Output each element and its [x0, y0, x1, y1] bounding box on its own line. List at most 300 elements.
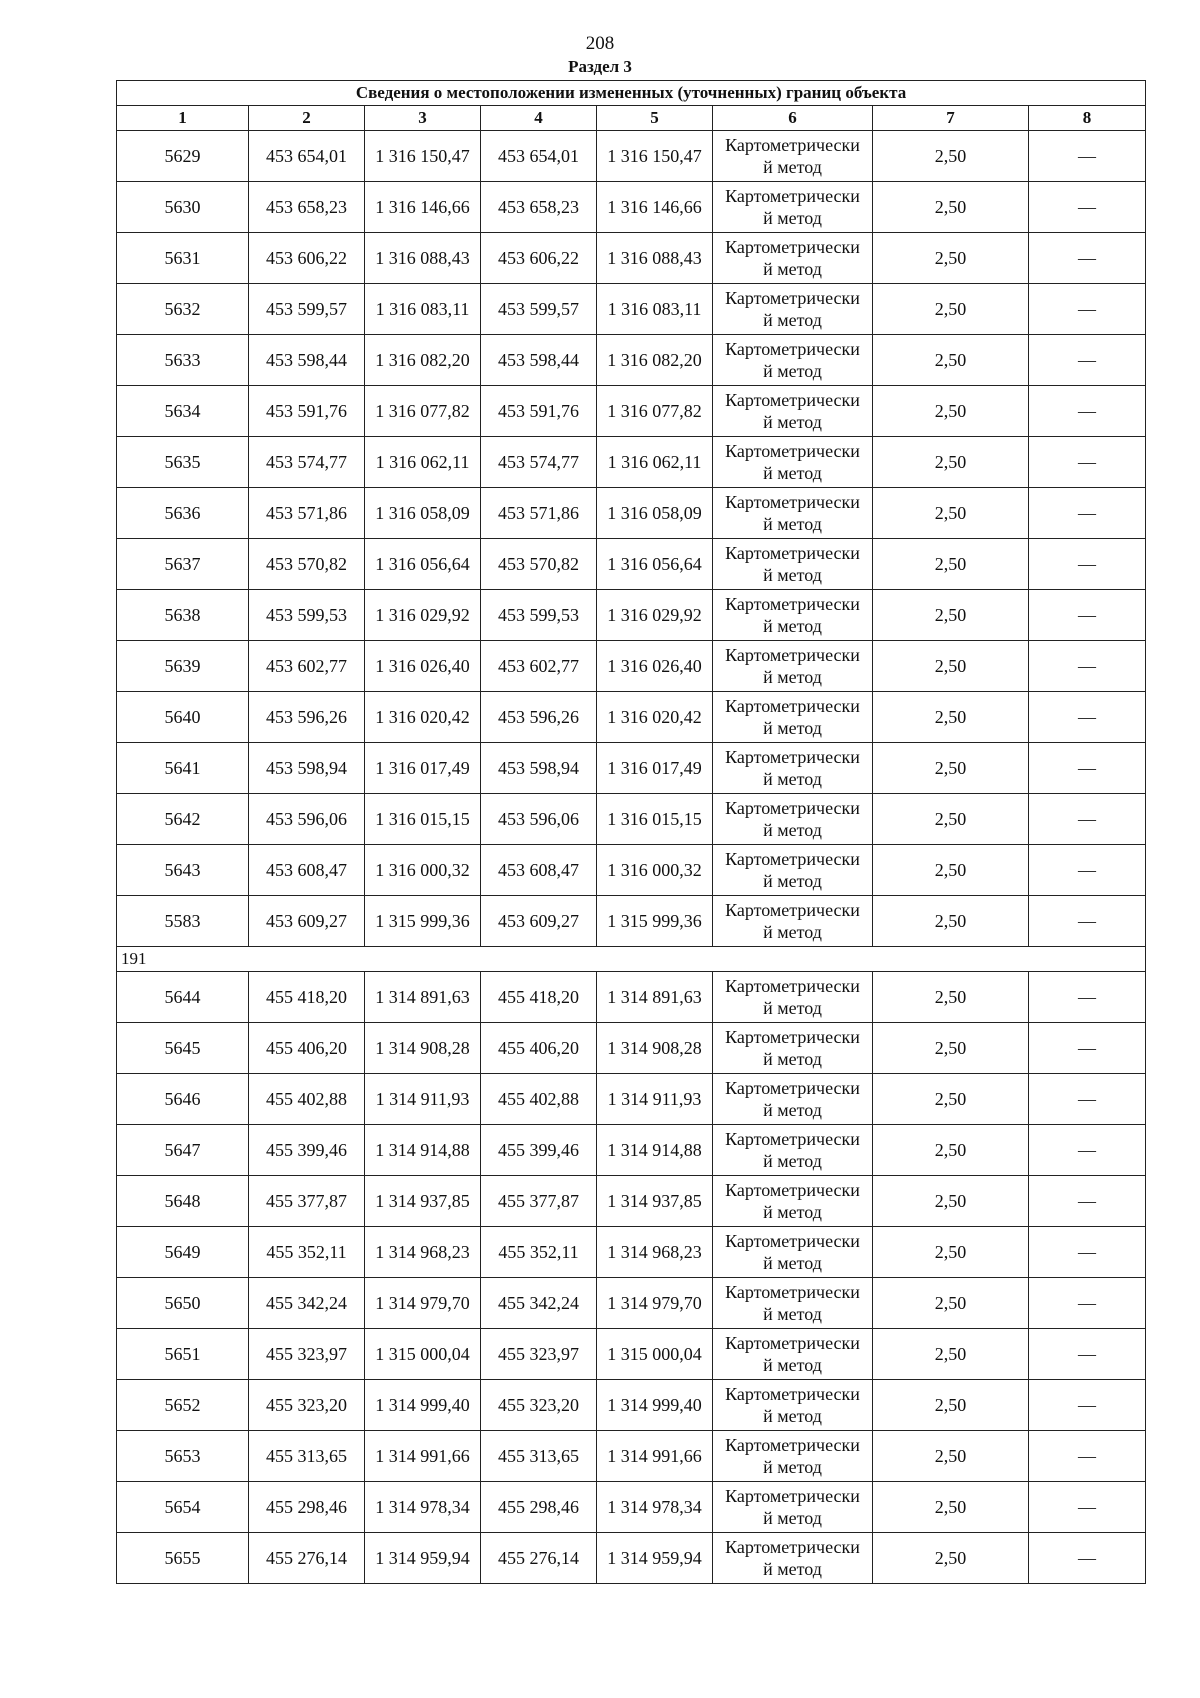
x-refined-cell: 455 342,24	[481, 1278, 597, 1329]
method-line-2: й метод	[763, 514, 822, 534]
method-cell	[713, 590, 873, 641]
y-refined-cell: 1 316 058,09	[597, 488, 713, 539]
point-id-cell: 5651	[117, 1329, 249, 1380]
y-refined-cell: 1 316 020,42	[597, 692, 713, 743]
method-cell	[713, 1023, 873, 1074]
method-line-1: Картометрически	[725, 1027, 860, 1047]
y-refined-cell: 1 316 000,32	[597, 845, 713, 896]
x-refined-cell: 453 602,77	[481, 641, 597, 692]
x-refined-cell: 455 323,20	[481, 1380, 597, 1431]
x-refined-cell: 455 399,46	[481, 1125, 597, 1176]
y-existing-cell: 1 316 062,11	[365, 437, 481, 488]
method-line-2: й метод	[763, 412, 822, 432]
y-refined-cell: 1 316 026,40	[597, 641, 713, 692]
x-existing-cell: 453 658,23	[249, 182, 365, 233]
method-line-2: й метод	[763, 208, 822, 228]
table-row	[117, 539, 1146, 590]
table-row	[117, 182, 1146, 233]
accuracy-cell: 2,50	[873, 1482, 1029, 1533]
y-refined-cell: 1 316 029,92	[597, 590, 713, 641]
x-refined-cell: 453 591,76	[481, 386, 597, 437]
note-cell: —	[1029, 182, 1146, 233]
accuracy-cell: 2,50	[873, 182, 1029, 233]
y-refined-cell: 1 314 978,34	[597, 1482, 713, 1533]
section-title: Раздел 3	[568, 57, 632, 76]
table-caption: Сведения о местоположении измененных (уточненных) границ объекта	[117, 81, 1146, 106]
y-refined-cell: 1 315 000,04	[597, 1329, 713, 1380]
method-line-2: й метод	[763, 1049, 822, 1069]
accuracy-cell: 2,50	[873, 1227, 1029, 1278]
table-row	[117, 284, 1146, 335]
x-refined-cell: 455 377,87	[481, 1176, 597, 1227]
note-cell: —	[1029, 1533, 1146, 1584]
method-cell	[713, 794, 873, 845]
accuracy-cell: 2,50	[873, 335, 1029, 386]
method-cell	[713, 1278, 873, 1329]
accuracy-cell: 2,50	[873, 1380, 1029, 1431]
method-line-2: й метод	[763, 998, 822, 1018]
note-cell: —	[1029, 1227, 1146, 1278]
accuracy-cell: 2,50	[873, 896, 1029, 947]
table-row	[117, 692, 1146, 743]
column-number-row	[117, 106, 1146, 131]
y-refined-cell: 1 315 999,36	[597, 896, 713, 947]
y-existing-cell: 1 314 914,88	[365, 1125, 481, 1176]
note-cell: —	[1029, 972, 1146, 1023]
y-refined-cell: 1 316 015,15	[597, 794, 713, 845]
point-id-cell: 5630	[117, 182, 249, 233]
point-id-cell: 5649	[117, 1227, 249, 1278]
y-existing-cell: 1 316 029,92	[365, 590, 481, 641]
x-existing-cell: 453 606,22	[249, 233, 365, 284]
method-line-2: й метод	[763, 871, 822, 891]
method-cell	[713, 1482, 873, 1533]
method-cell	[713, 131, 873, 182]
method-line-1: Картометрически	[725, 390, 860, 410]
method-line-2: й метод	[763, 259, 822, 279]
method-line-1: Картометрически	[725, 696, 860, 716]
x-existing-cell: 455 342,24	[249, 1278, 365, 1329]
y-existing-cell: 1 316 146,66	[365, 182, 481, 233]
method-line-1: Картометрически	[725, 900, 860, 920]
x-refined-cell: 453 571,86	[481, 488, 597, 539]
x-existing-cell: 453 598,94	[249, 743, 365, 794]
x-existing-cell: 455 298,46	[249, 1482, 365, 1533]
y-existing-cell: 1 314 911,93	[365, 1074, 481, 1125]
method-cell	[713, 1125, 873, 1176]
note-cell: —	[1029, 1176, 1146, 1227]
method-cell	[713, 386, 873, 437]
method-line-1: Картометрически	[725, 1282, 860, 1302]
y-existing-cell: 1 316 150,47	[365, 131, 481, 182]
y-existing-cell: 1 315 999,36	[365, 896, 481, 947]
method-line-2: й метод	[763, 1457, 822, 1477]
method-line-2: й метод	[763, 565, 822, 585]
x-refined-cell: 453 599,53	[481, 590, 597, 641]
method-line-1: Картометрически	[725, 747, 860, 767]
method-cell	[713, 972, 873, 1023]
note-cell: —	[1029, 896, 1146, 947]
point-id-cell: 5637	[117, 539, 249, 590]
x-existing-cell: 453 598,44	[249, 335, 365, 386]
y-existing-cell: 1 314 991,66	[365, 1431, 481, 1482]
table-row	[117, 1482, 1146, 1533]
method-cell	[713, 845, 873, 896]
method-line-1: Картометрически	[725, 1486, 860, 1506]
accuracy-cell: 2,50	[873, 131, 1029, 182]
y-refined-cell: 1 316 017,49	[597, 743, 713, 794]
y-existing-cell: 1 316 026,40	[365, 641, 481, 692]
x-existing-cell: 453 574,77	[249, 437, 365, 488]
method-line-1: Картометрически	[725, 1537, 860, 1557]
y-existing-cell: 1 314 978,34	[365, 1482, 481, 1533]
method-cell	[713, 1380, 873, 1431]
table-row	[117, 1074, 1146, 1125]
table-row	[117, 1023, 1146, 1074]
method-line-1: Картометрически	[725, 543, 860, 563]
x-existing-cell: 455 402,88	[249, 1074, 365, 1125]
table-row	[117, 386, 1146, 437]
point-id-cell: 5632	[117, 284, 249, 335]
point-id-cell: 5640	[117, 692, 249, 743]
accuracy-cell: 2,50	[873, 386, 1029, 437]
y-refined-cell: 1 316 077,82	[597, 386, 713, 437]
y-existing-cell: 1 316 082,20	[365, 335, 481, 386]
column-header: 2	[249, 106, 365, 131]
point-id-cell: 5638	[117, 590, 249, 641]
point-id-cell: 5650	[117, 1278, 249, 1329]
method-line-2: й метод	[763, 463, 822, 483]
y-existing-cell: 1 314 891,63	[365, 972, 481, 1023]
x-refined-cell: 455 276,14	[481, 1533, 597, 1584]
note-cell: —	[1029, 539, 1146, 590]
page-number: 208	[585, 33, 615, 54]
method-cell	[713, 335, 873, 386]
boundary-coordinates-table	[116, 80, 1146, 1584]
point-id-cell: 5653	[117, 1431, 249, 1482]
method-line-1: Картометрически	[725, 798, 860, 818]
note-cell: —	[1029, 1329, 1146, 1380]
method-line-1: Картометрически	[725, 237, 860, 257]
accuracy-cell: 2,50	[873, 539, 1029, 590]
x-refined-cell: 453 609,27	[481, 896, 597, 947]
x-refined-cell: 455 418,20	[481, 972, 597, 1023]
point-id-cell: 5634	[117, 386, 249, 437]
method-line-2: й метод	[763, 1559, 822, 1579]
y-refined-cell: 1 314 937,85	[597, 1176, 713, 1227]
method-cell	[713, 284, 873, 335]
point-id-cell: 5643	[117, 845, 249, 896]
y-existing-cell: 1 314 937,85	[365, 1176, 481, 1227]
y-refined-cell: 1 314 999,40	[597, 1380, 713, 1431]
note-cell: —	[1029, 845, 1146, 896]
method-line-2: й метод	[763, 616, 822, 636]
y-existing-cell: 1 316 058,09	[365, 488, 481, 539]
method-line-1: Картометрически	[725, 339, 860, 359]
method-line-1: Картометрически	[725, 1231, 860, 1251]
y-existing-cell: 1 314 968,23	[365, 1227, 481, 1278]
table-row	[117, 1431, 1146, 1482]
y-refined-cell: 1 316 082,20	[597, 335, 713, 386]
method-cell	[713, 1074, 873, 1125]
accuracy-cell: 2,50	[873, 590, 1029, 641]
x-existing-cell: 453 609,27	[249, 896, 365, 947]
method-line-1: Картометрически	[725, 186, 860, 206]
method-line-2: й метод	[763, 1151, 822, 1171]
note-cell: —	[1029, 1431, 1146, 1482]
point-id-cell: 5652	[117, 1380, 249, 1431]
method-cell	[713, 692, 873, 743]
point-id-cell: 5647	[117, 1125, 249, 1176]
x-existing-cell: 453 571,86	[249, 488, 365, 539]
table-row	[117, 335, 1146, 386]
y-existing-cell: 1 315 000,04	[365, 1329, 481, 1380]
accuracy-cell: 2,50	[873, 488, 1029, 539]
method-line-2: й метод	[763, 769, 822, 789]
y-existing-cell: 1 314 999,40	[365, 1380, 481, 1431]
x-refined-cell: 453 658,23	[481, 182, 597, 233]
y-existing-cell: 1 314 908,28	[365, 1023, 481, 1074]
table-row	[117, 437, 1146, 488]
note-cell: —	[1029, 1482, 1146, 1533]
method-line-1: Картометрически	[725, 849, 860, 869]
note-cell: —	[1029, 1125, 1146, 1176]
x-existing-cell: 455 377,87	[249, 1176, 365, 1227]
method-line-1: Картометрически	[725, 441, 860, 461]
table-row	[117, 1176, 1146, 1227]
method-line-1: Картометрически	[725, 1129, 860, 1149]
note-cell: —	[1029, 794, 1146, 845]
x-refined-cell: 455 323,97	[481, 1329, 597, 1380]
point-id-cell: 5635	[117, 437, 249, 488]
table-row	[117, 1278, 1146, 1329]
x-existing-cell: 453 596,06	[249, 794, 365, 845]
point-id-cell: 5631	[117, 233, 249, 284]
x-refined-cell: 453 598,94	[481, 743, 597, 794]
point-id-cell: 5646	[117, 1074, 249, 1125]
note-cell: —	[1029, 692, 1146, 743]
method-line-1: Картометрически	[725, 1333, 860, 1353]
note-cell: —	[1029, 1074, 1146, 1125]
point-id-cell: 5639	[117, 641, 249, 692]
y-refined-cell: 1 316 088,43	[597, 233, 713, 284]
x-existing-cell: 453 608,47	[249, 845, 365, 896]
method-cell	[713, 743, 873, 794]
note-cell: —	[1029, 1023, 1146, 1074]
note-cell: —	[1029, 1278, 1146, 1329]
x-refined-cell: 453 596,06	[481, 794, 597, 845]
point-id-cell: 5642	[117, 794, 249, 845]
x-refined-cell: 455 298,46	[481, 1482, 597, 1533]
y-existing-cell: 1 316 020,42	[365, 692, 481, 743]
y-refined-cell: 1 316 062,11	[597, 437, 713, 488]
method-line-2: й метод	[763, 1253, 822, 1273]
table-row	[117, 488, 1146, 539]
y-refined-cell: 1 314 911,93	[597, 1074, 713, 1125]
table-row	[117, 794, 1146, 845]
note-cell: —	[1029, 233, 1146, 284]
method-cell	[713, 233, 873, 284]
x-refined-cell: 453 570,82	[481, 539, 597, 590]
accuracy-cell: 2,50	[873, 794, 1029, 845]
accuracy-cell: 2,50	[873, 845, 1029, 896]
accuracy-cell: 2,50	[873, 437, 1029, 488]
point-id-cell: 5655	[117, 1533, 249, 1584]
y-refined-cell: 1 316 056,64	[597, 539, 713, 590]
table-caption-row	[117, 81, 1146, 106]
x-existing-cell: 453 596,26	[249, 692, 365, 743]
x-existing-cell: 455 323,97	[249, 1329, 365, 1380]
table-row	[117, 743, 1146, 794]
accuracy-cell: 2,50	[873, 1533, 1029, 1584]
accuracy-cell: 2,50	[873, 1431, 1029, 1482]
x-existing-cell: 453 602,77	[249, 641, 365, 692]
accuracy-cell: 2,50	[873, 1074, 1029, 1125]
method-line-2: й метод	[763, 667, 822, 687]
note-cell: —	[1029, 437, 1146, 488]
x-refined-cell: 453 598,44	[481, 335, 597, 386]
accuracy-cell: 2,50	[873, 1125, 1029, 1176]
table-row	[117, 1329, 1146, 1380]
y-refined-cell: 1 314 968,23	[597, 1227, 713, 1278]
accuracy-cell: 2,50	[873, 692, 1029, 743]
method-line-2: й метод	[763, 310, 822, 330]
method-line-1: Картометрически	[725, 135, 860, 155]
method-line-2: й метод	[763, 157, 822, 177]
method-line-2: й метод	[763, 1202, 822, 1222]
y-refined-cell: 1 314 891,63	[597, 972, 713, 1023]
x-existing-cell: 455 406,20	[249, 1023, 365, 1074]
method-line-1: Картометрически	[725, 1435, 860, 1455]
x-existing-cell: 453 591,76	[249, 386, 365, 437]
column-header: 1	[117, 106, 249, 131]
group-label: 191	[117, 947, 1146, 972]
method-line-2: й метод	[763, 820, 822, 840]
table-row	[117, 845, 1146, 896]
point-id-cell: 5629	[117, 131, 249, 182]
method-line-1: Картометрически	[725, 1384, 860, 1404]
method-cell	[713, 1431, 873, 1482]
method-cell	[713, 896, 873, 947]
method-line-2: й метод	[763, 1406, 822, 1426]
x-refined-cell: 455 406,20	[481, 1023, 597, 1074]
y-refined-cell: 1 314 991,66	[597, 1431, 713, 1482]
x-refined-cell: 455 313,65	[481, 1431, 597, 1482]
accuracy-cell: 2,50	[873, 743, 1029, 794]
method-line-1: Картометрически	[725, 492, 860, 512]
accuracy-cell: 2,50	[873, 1176, 1029, 1227]
y-existing-cell: 1 316 000,32	[365, 845, 481, 896]
y-refined-cell: 1 316 146,66	[597, 182, 713, 233]
method-line-2: й метод	[763, 1355, 822, 1375]
y-refined-cell: 1 314 979,70	[597, 1278, 713, 1329]
table-row	[117, 972, 1146, 1023]
accuracy-cell: 2,50	[873, 641, 1029, 692]
point-id-cell: 5583	[117, 896, 249, 947]
accuracy-cell: 2,50	[873, 1023, 1029, 1074]
column-header: 6	[713, 106, 873, 131]
accuracy-cell: 2,50	[873, 972, 1029, 1023]
x-refined-cell: 453 574,77	[481, 437, 597, 488]
y-existing-cell: 1 316 015,15	[365, 794, 481, 845]
note-cell: —	[1029, 386, 1146, 437]
column-header: 3	[365, 106, 481, 131]
point-id-cell: 5648	[117, 1176, 249, 1227]
table-row	[117, 131, 1146, 182]
x-existing-cell: 455 313,65	[249, 1431, 365, 1482]
column-header: 5	[597, 106, 713, 131]
x-existing-cell: 455 352,11	[249, 1227, 365, 1278]
note-cell: —	[1029, 335, 1146, 386]
y-existing-cell: 1 314 959,94	[365, 1533, 481, 1584]
method-cell	[713, 1533, 873, 1584]
x-refined-cell: 453 606,22	[481, 233, 597, 284]
x-existing-cell: 455 399,46	[249, 1125, 365, 1176]
method-line-1: Картометрически	[725, 1078, 860, 1098]
x-existing-cell: 455 276,14	[249, 1533, 365, 1584]
x-refined-cell: 453 608,47	[481, 845, 597, 896]
accuracy-cell: 2,50	[873, 1329, 1029, 1380]
point-id-cell: 5636	[117, 488, 249, 539]
method-cell	[713, 1227, 873, 1278]
method-line-1: Картометрически	[725, 594, 860, 614]
x-existing-cell: 455 323,20	[249, 1380, 365, 1431]
y-refined-cell: 1 316 083,11	[597, 284, 713, 335]
x-existing-cell: 453 654,01	[249, 131, 365, 182]
method-cell	[713, 1329, 873, 1380]
column-header: 4	[481, 106, 597, 131]
accuracy-cell: 2,50	[873, 284, 1029, 335]
method-line-2: й метод	[763, 1508, 822, 1528]
point-id-cell: 5654	[117, 1482, 249, 1533]
x-existing-cell: 453 570,82	[249, 539, 365, 590]
y-existing-cell: 1 316 083,11	[365, 284, 481, 335]
point-id-cell: 5644	[117, 972, 249, 1023]
table-row	[117, 1125, 1146, 1176]
x-refined-cell: 453 599,57	[481, 284, 597, 335]
method-cell	[713, 437, 873, 488]
group-row	[117, 947, 1146, 972]
y-refined-cell: 1 316 150,47	[597, 131, 713, 182]
accuracy-cell: 2,50	[873, 1278, 1029, 1329]
accuracy-cell: 2,50	[873, 233, 1029, 284]
table-row	[117, 1380, 1146, 1431]
note-cell: —	[1029, 131, 1146, 182]
x-refined-cell: 453 654,01	[481, 131, 597, 182]
method-line-1: Картометрически	[725, 288, 860, 308]
y-existing-cell: 1 314 979,70	[365, 1278, 481, 1329]
point-id-cell: 5641	[117, 743, 249, 794]
note-cell: —	[1029, 743, 1146, 794]
point-id-cell: 5645	[117, 1023, 249, 1074]
note-cell: —	[1029, 1380, 1146, 1431]
table-row	[117, 590, 1146, 641]
note-cell: —	[1029, 641, 1146, 692]
method-cell	[713, 182, 873, 233]
x-existing-cell: 453 599,53	[249, 590, 365, 641]
y-refined-cell: 1 314 908,28	[597, 1023, 713, 1074]
method-cell	[713, 641, 873, 692]
column-header: 7	[873, 106, 1029, 131]
y-existing-cell: 1 316 088,43	[365, 233, 481, 284]
column-header: 8	[1029, 106, 1146, 131]
method-line-1: Картометрически	[725, 645, 860, 665]
method-line-1: Картометрически	[725, 1180, 860, 1200]
table-row	[117, 1533, 1146, 1584]
method-line-2: й метод	[763, 1304, 822, 1324]
y-refined-cell: 1 314 959,94	[597, 1533, 713, 1584]
y-existing-cell: 1 316 017,49	[365, 743, 481, 794]
